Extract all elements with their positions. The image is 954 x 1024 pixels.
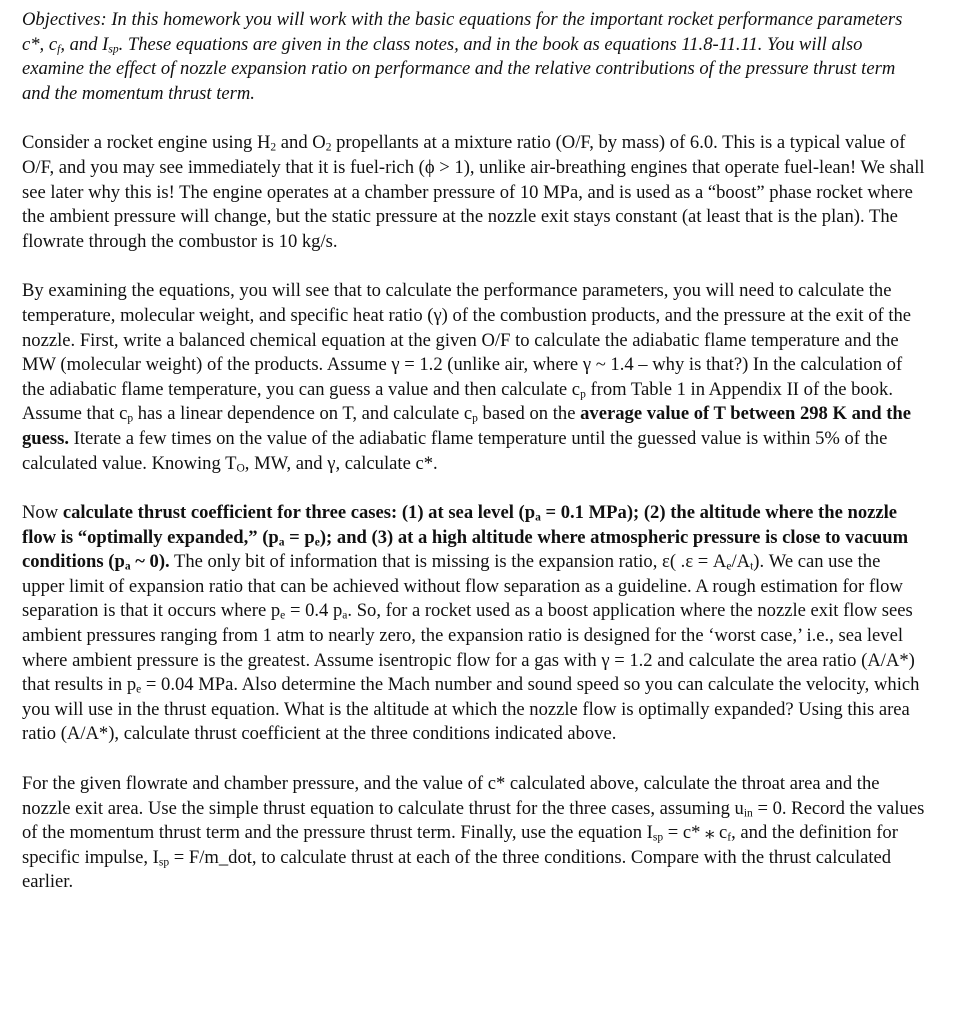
emphasis-text: calculate thrust coefficient for three cases: (1) at sea level ($p_a = 0.1$ MPa); (2) the altitude where the nozzle flow is “optimally expanded,” $(p_a = p_e)$; and (3) at a high altitude where atmospheric pressure is close to vacuum conditions ($p_a$ ~ 0). bbox=[22, 502, 909, 573]
paragraph-spacer bbox=[22, 747, 926, 772]
objectives-label: Objectives: bbox=[22, 9, 107, 30]
objectives-paragraph: Objectives: In this homework you will work with the basic equations for the important rocket performance parameters c*, $c_f$, and $I_{sp}$. These equations are given in the class notes, and in the book as equations 11.8-11.11. You will also examine the effect of nozzle expansion ratio on performance and the relative contributions of the pressure thrust term and the momentum thrust term. bbox=[22, 9, 903, 104]
paragraph-spacer bbox=[22, 476, 926, 501]
performance-parameters-paragraph: By examining the equations, you will see that to calculate the performance parameters, you will need to calculate the temperature, molecular weight, and specific heat ratio (γ) of the combustion products, and the pressure at the exit of the nozzle. First, write a balanced chemical equation at the given O/F to calculate the adiabatic flame temperature and the MW (molecular weight) of the products. Assume γ = 1.2 (unlike air, where γ ~ 1.4 – why is that?) In the calculation of the adiabatic flame temperature, you can guess a value and then calculate $c_p$ from Table 1 in Appendix II of the book. Assume that $c_p$ has a linear dependence on T, and calculate $c_p$ based on the average value of T between 298 K and the guess. Iterate a few times on the value of the adiabatic flame temperature until the guessed value is within 5% of the calculated value. Knowing $T_O$, MW, and γ, calculate c*. bbox=[22, 280, 912, 474]
paragraph-spacer bbox=[22, 254, 926, 279]
thrust-calculation-paragraph: For the given flowrate and chamber pressure, and the value of c* calculated above, calculate the throat area and the nozzle exit area. Use the simple thrust equation to calculate thrust for the three cases, assuming $u_{in} = 0$. Record the values of the momentum thrust term and the pressure thrust term. Finally, use the equation $I_{sp} = c*$ ⁎ $c_f$, and the definition for specific impulse, $I_{sp}$ = F/m_dot, to calculate thrust at each of the three conditions. Compare with the thrust calculated earlier. bbox=[22, 773, 925, 893]
rocket-engine-paragraph: Consider a rocket engine using $H_2$ and $O_2$ propellants at a mixture ratio (O/F, by mass) of 6.0. This is a typical value of O/F, and you may see immediately that it is fuel-rich (ϕ > 1), unlike air-breathing engines that operate fuel-lean! We shall see later why this is! The engine operates at a chamber pressure of 10 MPa, and is used as a “boost” phase rocket where the ambient pressure will change, but the static pressure at the nozzle exit stays constant (at least that is the plan). The flowrate through the combustor is 10 kg/s. bbox=[22, 132, 925, 252]
paragraph-spacer bbox=[22, 106, 926, 131]
emphasis-text: average value of T between 298 K and the guess. bbox=[22, 403, 912, 449]
thrust-coefficient-paragraph: Now calculate thrust coefficient for three cases: (1) at sea level ($p_a = 0.1$ MPa); (2) the altitude where the nozzle flow is “optimally expanded,” $(p_a = p_e)$; and (3) at a high altitude where atmospheric pressure is close to vacuum conditions ($p_a$ ~ 0). The only bit of information that is missing is the expansion ratio, ε( $.\varepsilon = A_e/A_t$). We can use the upper limit of expansion ratio that can be achieved without flow separation as a guideline. A rough estimation for flow separation is that it occurs where $p_e = 0.4$ $p_a$. So, for a rocket used as a boost application where the nozzle exit flow sees ambient pressures ranging from 1 atm to nearly zero, the expansion ratio is designed for the ‘worst case,’ i.e., sea level where ambient pressure is the greatest. Assume isentropic flow for a gas with γ = 1.2 and calculate the area ratio (A/A*) that results in $p_e = 0.04$ MPa. Also determine the Mach number and sound speed so you can calculate the velocity, which you will use in the thrust equation. What is the altitude at which the nozzle flow is optimally expanded? Using this area ratio (A/A*), calculate thrust coefficient at the three conditions indicated above. bbox=[22, 502, 920, 745]
